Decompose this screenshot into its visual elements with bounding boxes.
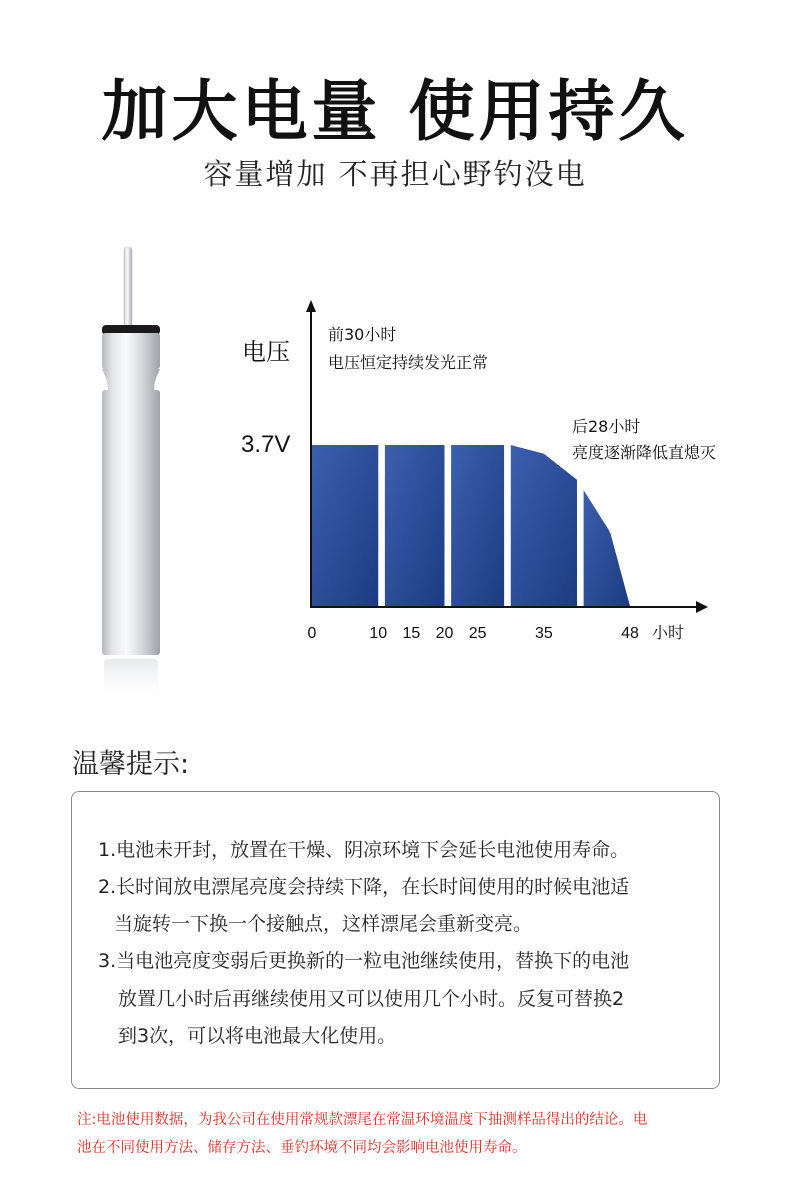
chart-bar (584, 490, 630, 606)
chart-area-bars (312, 445, 630, 606)
chart-bar (385, 445, 445, 606)
y-axis-arrow (306, 300, 316, 312)
x-axis-arrow (696, 601, 708, 613)
annotation-phase2-line1: 后28小时 (572, 417, 641, 436)
tips-title: 温馨提示: (72, 749, 190, 780)
x-tick-label: 15 (402, 625, 421, 642)
chart-bar (312, 445, 378, 606)
x-tick-label: 0 (307, 625, 317, 642)
tip-line-6: 到3次，可以将电池最大化使用。 (118, 1025, 397, 1047)
chart-bar (511, 445, 577, 606)
x-tick-label: 48 (621, 625, 639, 642)
tip-line-4: 3.当电池亮度变弱后更换新的一粒电池继续使用，替换下的电池 (98, 950, 630, 972)
page-title: 加大电量 使用持久 (101, 73, 689, 150)
note-line-1: 注:电池使用数据，为我公司在使用常规款漂尾在常温环境温度下抽测样品得出的结论。电 (77, 1112, 648, 1128)
x-tick-label: 35 (534, 625, 553, 642)
tip-line-5: 放置几小时后再继续使用又可以使用几个小时。反复可替换2 (118, 988, 625, 1010)
note-line-2: 池在不同使用方法、储存方法、垂钓环境不同均会影响电池使用寿命。 (77, 1140, 527, 1156)
x-tick-label: 25 (468, 625, 487, 642)
y-tick-label: 3.7V (241, 431, 291, 458)
annotation-phase2-line2: 亮度逐渐降低直熄灭 (572, 443, 717, 462)
page-subtitle: 容量增加 不再担心野钓没电 (203, 157, 587, 191)
x-tick-label: 20 (435, 625, 454, 642)
annotation-phase1-line1: 前30小时 (328, 325, 397, 344)
annotation-phase1-line2: 电压恒定持续发光正常 (328, 353, 489, 372)
discharge-chart (230, 290, 770, 660)
tip-line-1: 1.电池未开封，放置在干燥、阴凉环境下会延长电池使用寿命。 (98, 839, 630, 861)
tip-line-2: 2.长时间放电漂尾亮度会持续下降，在长时间使用的时候电池适 (98, 876, 630, 898)
y-axis-label: 电压 (242, 339, 290, 366)
battery-icon (96, 245, 166, 705)
x-axis-unit: 小时 (652, 623, 685, 642)
tip-line-3: 当旋转一下换一个接触点，这样漂尾会重新变亮。 (114, 913, 533, 935)
x-tick-label: 10 (369, 625, 388, 642)
chart-bar (451, 445, 504, 606)
